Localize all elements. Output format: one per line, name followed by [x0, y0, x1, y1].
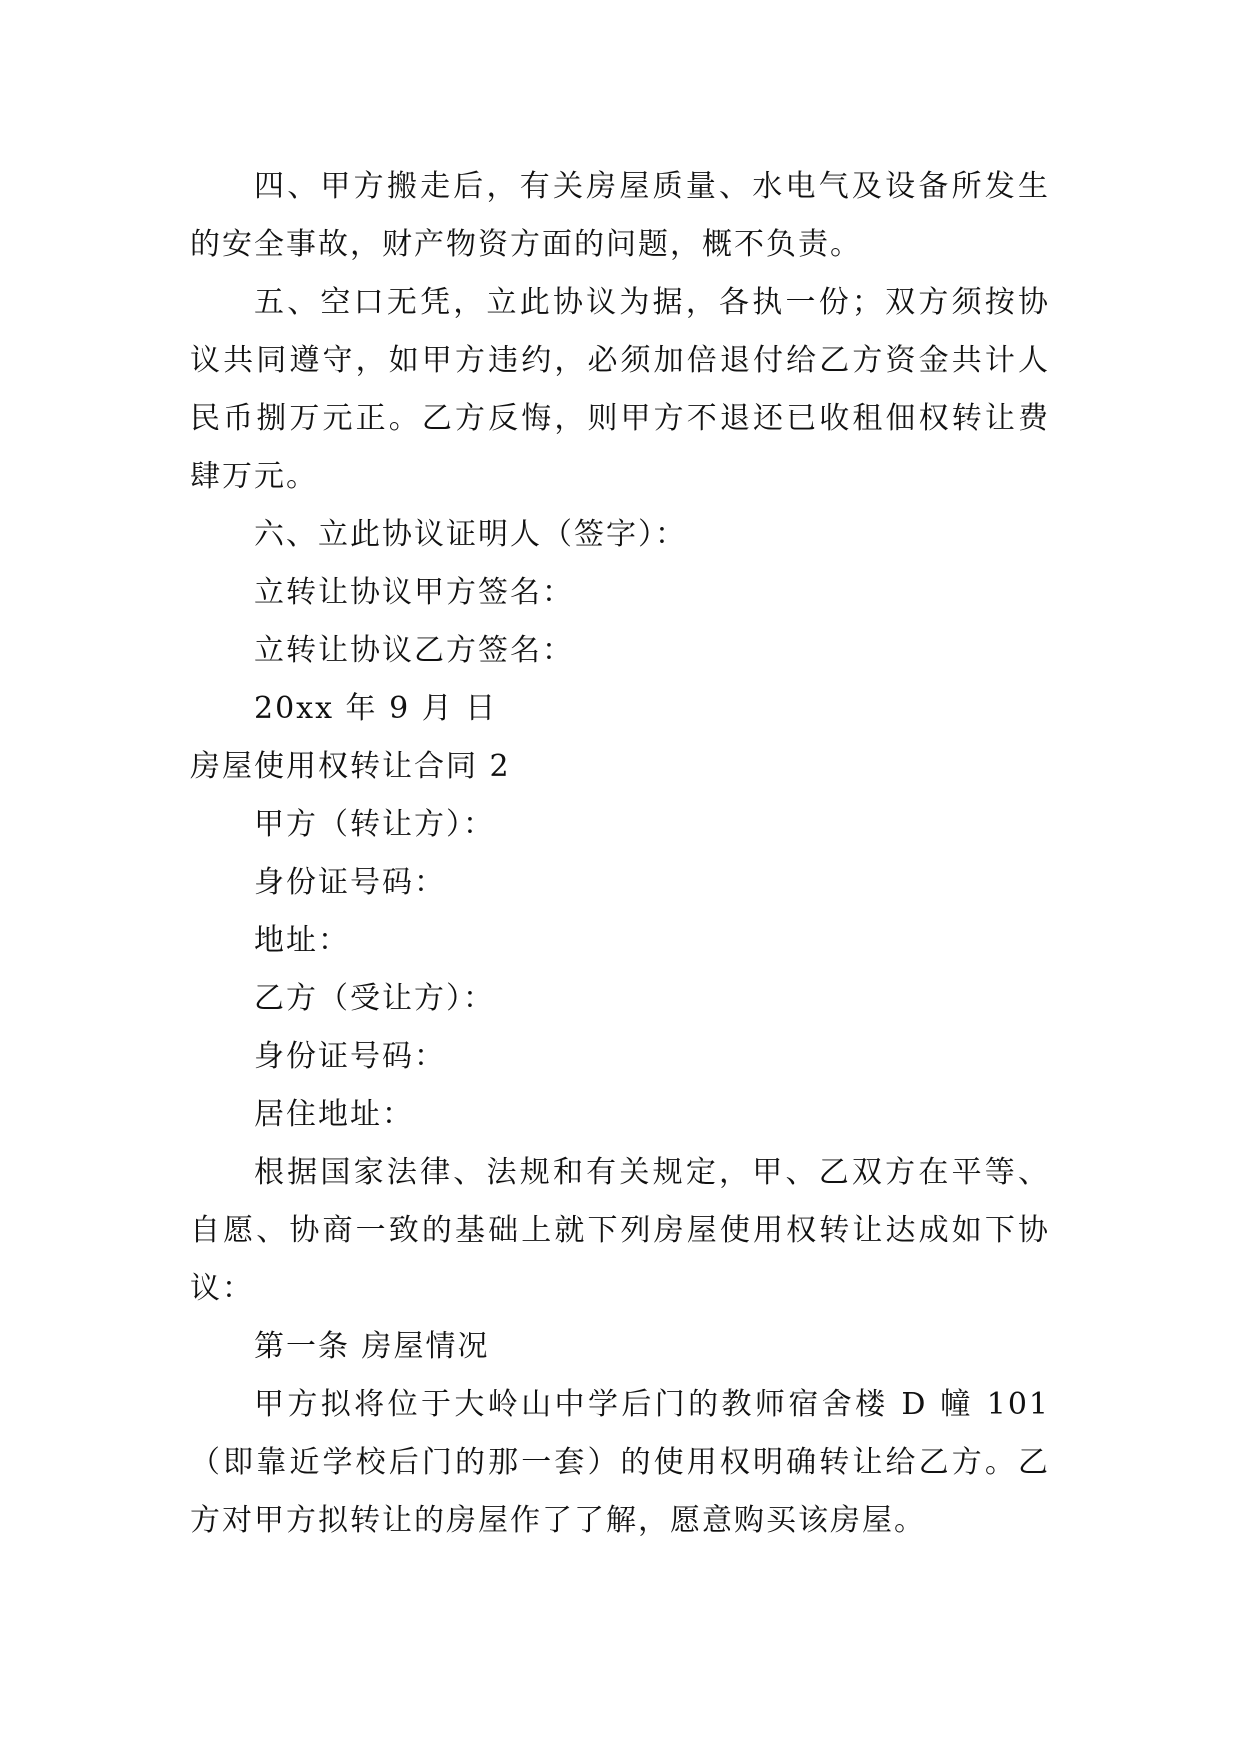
- date-line: 20xx 年 9 月 日: [254, 691, 498, 726]
- party-b-label: 乙方（受让方）：: [254, 981, 495, 1016]
- clause-six: 六、立此协议证明人（签字）：: [254, 517, 687, 552]
- preamble: 根据国家法律、法规和有关规定，甲、乙双方在平等、自愿、协商一致的基础上就下列房屋使用权转让达成如下协议：: [190, 1155, 1050, 1306]
- article-one-body: 甲方拟将位于大岭山中学后门的教师宿舍楼 D 幢 101（即靠近学校后门的那一套）的使用权明确转让给乙方。乙方对甲方拟转让的房屋作了了解，愿意购买该房屋。: [190, 1387, 1050, 1538]
- party-a-address-label: 地址：: [254, 923, 350, 958]
- party-b-address-label: 居住地址：: [254, 1097, 414, 1132]
- contract-title: 房屋使用权转让合同 2: [190, 749, 511, 784]
- party-a-id-label: 身份证号码：: [254, 865, 446, 900]
- clause-four: 四、甲方搬走后，有关房屋质量、水电气及设备所发生的安全事故，财产物资方面的问题，概不负责。: [190, 169, 1050, 262]
- article-one-heading: 第一条 房屋情况: [254, 1329, 490, 1364]
- clause-five: 五、空口无凭，立此协议为据，各执一份；双方须按协议共同遵守，如甲方违约，必须加倍退付给乙方资金共计人民币捌万元正。乙方反悔，则甲方不退还已收租佃权转让费肆万元。: [190, 285, 1050, 494]
- document-body: [190, 158, 1050, 1550]
- party-b-id-label: 身份证号码：: [254, 1039, 446, 1074]
- party-a-signature-line: 立转让协议甲方签名：: [254, 575, 574, 610]
- party-a-label: 甲方（转让方）：: [254, 807, 495, 842]
- party-b-signature-line: 立转让协议乙方签名：: [254, 633, 574, 668]
